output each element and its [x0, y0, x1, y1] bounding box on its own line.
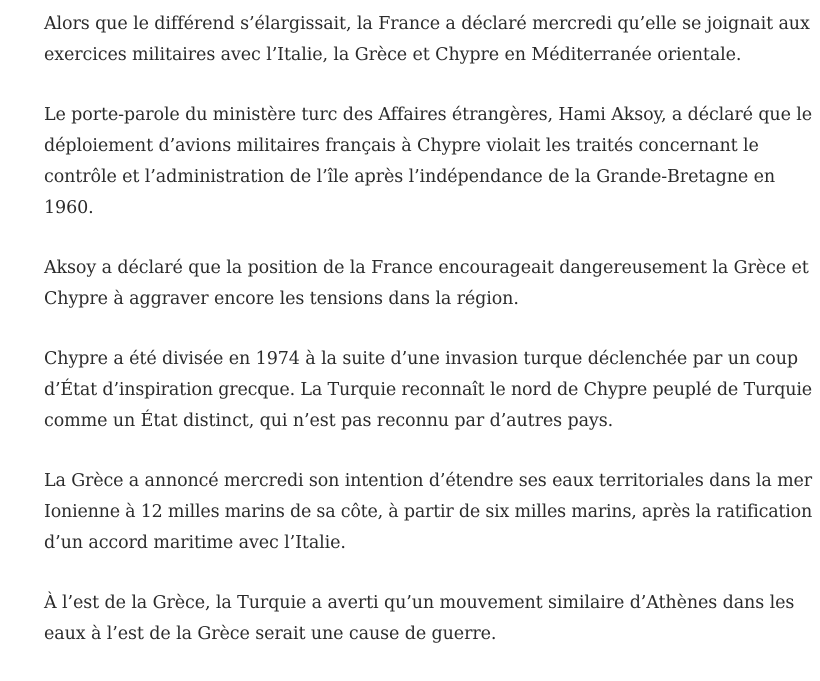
paragraph-line: eaux à l’est de la Grèce serait une cause de guerre.: [44, 624, 497, 644]
paragraph-line: Chypre a été divisée en 1974 à la suite d’une invasion turque déclenchée par un coup: [44, 349, 798, 369]
paragraph-line: d’État d’inspiration grecque. La Turquie reconnaît le nord de Chypre peuplé de Turquie: [44, 380, 812, 400]
paragraph-france-position: [44, 253, 809, 315]
paragraph-line: contrôle et l’administration de l’île après l’indépendance de la Grande-Bretagne en: [44, 167, 776, 187]
paragraph-line: d’un accord maritime avec l’Italie.: [44, 533, 346, 553]
paragraph-line: La Grèce a annoncé mercredi son intention d’étendre ses eaux territoriales dans la mer: [44, 471, 812, 491]
paragraph-aksoy-statement: [44, 100, 812, 224]
paragraph-line: Chypre à aggraver encore les tensions dans la région.: [44, 289, 519, 309]
paragraph-line: Alors que le différend s’élargissait, la France a déclaré mercredi qu’elle se joignait aux: [44, 14, 810, 34]
paragraph-line: Le porte-parole du ministère turc des Affaires étrangères, Hami Aksoy, a déclaré que le: [44, 105, 812, 125]
paragraph-greece-waters: [44, 466, 812, 559]
paragraph-line: Aksoy a déclaré que la position de la France encourageait dangereusement la Grèce et: [44, 258, 809, 278]
paragraph-line: Ionienne à 12 milles marins de sa côte, à partir de six milles marins, après la ratification: [44, 502, 812, 522]
article-body: [44, 9, 812, 679]
paragraph-france-exercises: [44, 9, 810, 71]
paragraph-turkey-warning: [44, 588, 804, 650]
paragraph-line: déploiement d’avions militaires français à Chypre violait les traités concernant le: [44, 136, 759, 156]
paragraph-line: 1960.: [44, 198, 94, 218]
paragraph-line: exercices militaires avec l’Italie, la Grèce et Chypre en Méditerranée orientale.: [44, 45, 742, 65]
paragraph-cyprus-division: [44, 344, 812, 437]
paragraph-line: comme un État distinct, qui n’est pas reconnu par d’autres pays.: [44, 411, 614, 431]
paragraph-line: À l’est de la Grèce, la Turquie a averti qu’un mouvement similaire d’Athènes dans les: [44, 593, 795, 613]
